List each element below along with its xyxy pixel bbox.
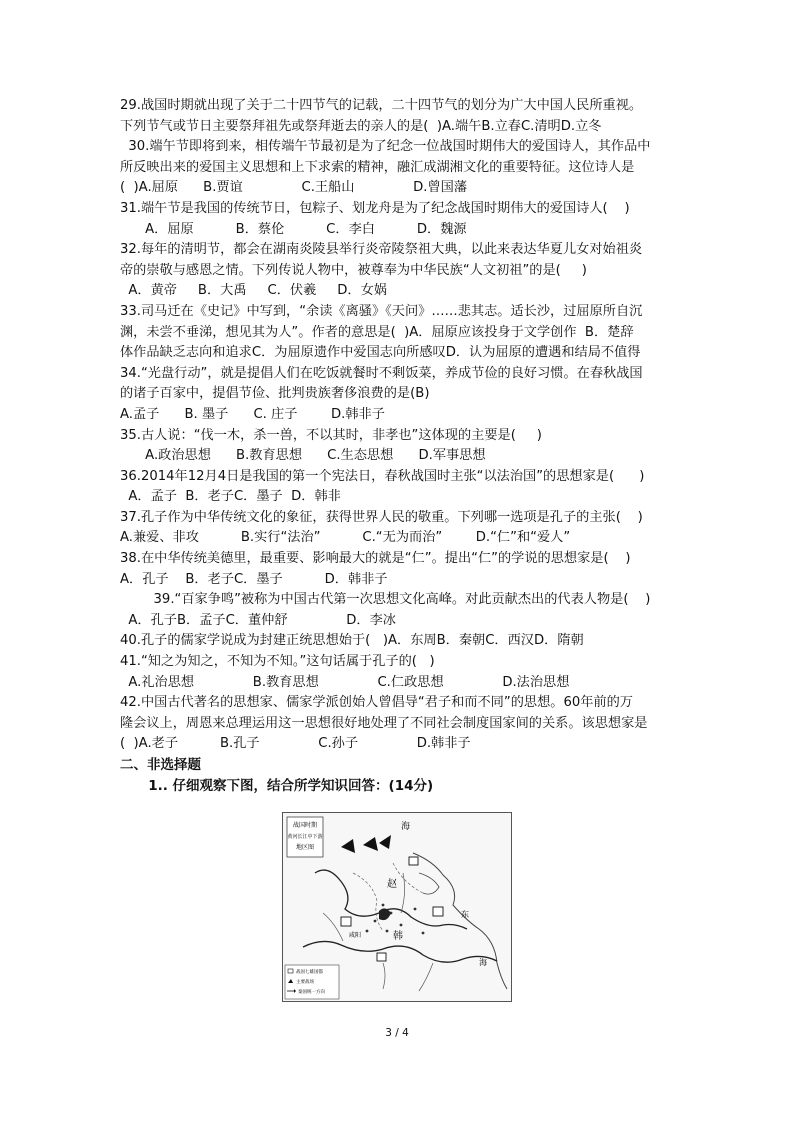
text-line: 40.孔子的儒家学说成为封建正统思想始于( )A．东周B．秦朝C．西汉D．隋朝 xyxy=(120,633,584,649)
text-line: A.兼爱、非攻 B.实行“法治” C.“无为而治” D.“仁”和“爱人” xyxy=(120,530,571,546)
state-label-zhao: 赵 xyxy=(387,879,397,890)
peninsula-outline xyxy=(419,873,439,894)
city-label-xianyang: 咸阳 xyxy=(349,932,362,939)
text-line: 42.中国古代著名的思想家、儒家学派创始人曾倡导“君子和而不同”的思想。60年前的万 xyxy=(120,695,633,711)
warring-states-map xyxy=(282,812,512,1002)
text-line: 的诸子百家中，提倡节俭、批判贵族奢侈浪费的是(B) xyxy=(120,386,430,402)
sea-label: 海 xyxy=(401,822,411,832)
text-line: A.礼治思想 B.教育思想 C.仁政思想 D.法治思想 xyxy=(120,674,570,690)
text-line: ( )A.屈原 B.贾谊 C.王船山 D.曾国藩 xyxy=(120,180,468,196)
map-title-line: 地区图 xyxy=(295,844,315,851)
text-line: 31.端午节是我国的传统节日，包粽子、划龙舟是为了纪念战国时期伟大的爱国诗人( ) xyxy=(120,200,630,216)
east-label: 东 xyxy=(461,910,469,919)
yangtze-river xyxy=(303,941,497,962)
tributary xyxy=(401,873,405,913)
capital-marker xyxy=(433,907,443,916)
capital-marker xyxy=(341,917,351,926)
text-line: 下列节气或节日主要祭拜祖先或祭拜逝去的亲人的是( )A.端午B.立春C.清明D.立冬 xyxy=(120,118,602,134)
tributary xyxy=(323,913,343,941)
text-line: 34.“光盘行动”，就是提倡人们在吃饭就餐时不剩饭菜，养成节俭的良好习惯。在春秋战国 xyxy=(120,365,643,381)
text-line: 38.在中华传统美德里，最重要、影响最大的就是“仁”。提出“仁”的学说的思想家是( ) xyxy=(120,551,631,567)
text-line: 隆会议上，周恩来总理运用这一思想很好地处理了不同社会制度国家间的关系。该思想家是 xyxy=(120,715,648,731)
place-dots xyxy=(366,904,425,935)
section-heading: 二、非选择题 xyxy=(120,757,201,773)
legend-swatch-capital xyxy=(288,969,293,973)
battle-symbol xyxy=(363,837,378,851)
legend-label: 主要战场 xyxy=(296,980,314,985)
text-line: A．孔子B．孟子C．董仲舒 D．李冰 xyxy=(120,612,396,628)
state-label-han: 韩 xyxy=(393,931,403,942)
text-line: A.孟子 B. 墨子 C. 庄子 D.韩非子 xyxy=(120,406,385,422)
capital-marker xyxy=(409,857,418,865)
map-title-line: 黄河长江中下游 xyxy=(287,834,323,840)
page-number: 3 / 4 xyxy=(385,1027,409,1039)
tributary xyxy=(383,963,385,989)
question-text-block xyxy=(120,96,690,796)
text-line: 帝的崇敬与感恩之情。下列传说人物中，被尊奉为中华民族“人文初祖”的是( ) xyxy=(120,262,587,278)
state-border xyxy=(393,863,423,893)
text-line: 所反映出来的爱国主义思想和上下求索的精神，融汇成湖湘文化的重要特征。这位诗人是 xyxy=(120,159,635,175)
text-line: 36.2014年12月4日是我国的第一个宪法日，春秋战国时主张“以法治国”的思想家是( ) xyxy=(120,468,645,484)
text-line: 32.每年的清明节，都会在湖南炎陵县举行炎帝陵祭祖大典，以此来表达华夏儿女对始祖炎 xyxy=(120,242,643,258)
text-line: 29.战国时期就出现了关于二十四节气的记载，二十四节气的划分为广大中国人民所重视。 xyxy=(120,98,643,113)
map-title-line: 战国时期 xyxy=(292,822,318,829)
map-blot xyxy=(379,908,391,920)
text-line: 41.“知之为知之，不知为不知。”这句话属于孔子的( ) xyxy=(120,654,435,670)
text-line: A．孔子 B．老子C．墨子 D．韩非子 xyxy=(120,571,388,587)
text-line: 39.“百家争鸣”被称为中国古代第一次思想文化高峰。对此贡献杰出的代表人物是( ) xyxy=(120,592,651,608)
text-line: A．黄帝 B．大禹 C．伏羲 D．女娲 xyxy=(120,283,387,299)
text-line: 37.孔子作为中华传统文化的象征，获得世界人民的敬重。下列哪一选项是孔子的主张( ) xyxy=(120,509,643,525)
battle-symbol xyxy=(379,835,391,849)
capital-marker xyxy=(377,953,386,961)
text-line: ( )A.老子 B.孔子 C.孙子 D.韩非子 xyxy=(120,736,471,752)
legend-label: 战国七雄国都 xyxy=(296,970,323,975)
text-line: 33.司马迁在《史记》中写到，“余读《离骚》《天问》……悲其志。适长沙，过屈原所自沉 xyxy=(120,303,643,319)
text-line: 渊，未尝不垂涕，想见其为人”。作者的意思是( )A．屈原应该投身于文学创作 B．楚辞 xyxy=(120,324,634,340)
text-line: 体作品缺乏志向和追求C．为屈原遗作中爱国志向所感叹D．认为屈原的遭遇和结局不值得 xyxy=(120,345,641,361)
text-line: A．孟子 B．老子C．墨子 D．韩非 xyxy=(120,489,341,505)
map-drawing xyxy=(283,813,511,1001)
legend-label: 秦国统一方向 xyxy=(298,990,325,995)
sea-label: 海 xyxy=(479,958,487,967)
state-border xyxy=(353,873,383,931)
battle-symbol xyxy=(341,839,355,853)
tributary xyxy=(419,963,433,991)
text-line: 35.古人说：“伐一木，杀一兽，不以其时，非孝也”这体现的主要是( ) xyxy=(120,427,542,443)
question-prompt: 1.. 仔细观察下图，结合所学知识回答：(14分) xyxy=(120,777,434,794)
coastline xyxy=(413,853,507,989)
text-line: 30.端午节即将到来，相传端午节最初是为了纪念一位战国时期伟大的爱国诗人，其作品中 xyxy=(120,139,651,155)
text-line: A．屈原 B．蔡伦 C．李白 D．魏源 xyxy=(120,221,467,237)
text-line: A.政治思想 B.教育思想 C.生态思想 D.军事思想 xyxy=(120,448,486,464)
